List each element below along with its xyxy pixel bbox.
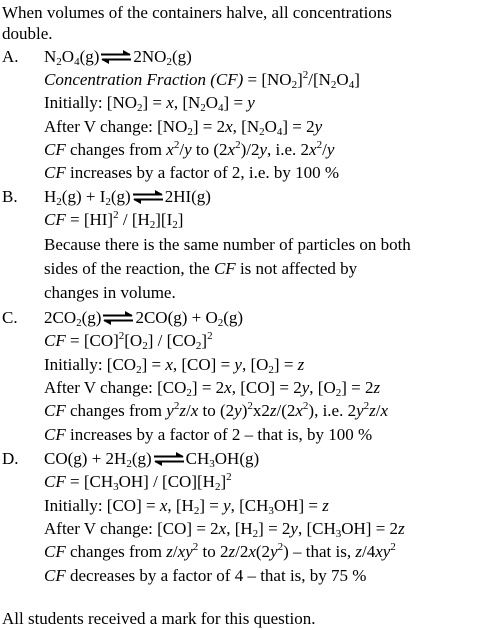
section-d-conclusion: CF decreases by a factor of 4 – that is, by 75 % xyxy=(44,566,367,585)
footer-note: All students received a mark for this question. xyxy=(2,609,316,628)
section-c-letter: C. xyxy=(2,308,18,327)
section-a-equation: $N_2O_4(g)$ $2NO_2(g)$ xyxy=(44,47,192,68)
section-d-cf-change: CF changes from $z/xy^2$ to $2z/2x(2y^2)$ – that is, $z/4xy^2$ xyxy=(44,541,396,561)
equilibrium-arrow-icon xyxy=(101,311,135,325)
section-d-equation: $CO(g) + 2H_2(g)$ $CH_3OH(g)$ xyxy=(44,449,260,470)
section-c-initial: Initially: $[CO_2] = x$, [CO] = y, $[O_2] = z$ xyxy=(44,355,305,376)
section-b-letter: B. xyxy=(2,187,18,206)
section-a-cf-definition: Concentration Fraction $(CF) = [NO_2]^2/[N_2O_4]$ xyxy=(44,69,360,91)
section-a-after: After V change: $[NO_2] = 2x$, $[N_2O_4] = 2y$ xyxy=(44,117,323,138)
section-a-initial: Initially: $[NO_2] = x$, $[N_2O_4] = y$ xyxy=(44,93,255,114)
intro-line-1: When volumes of the containers halve, all concentrations xyxy=(2,3,392,22)
section-d-letter: D. xyxy=(2,449,19,468)
section-d-after: After V change: [CO] = 2x, $[H_2] = 2y$, $[CH_3OH] = 2z$ xyxy=(44,519,405,540)
section-d-cf-definition: CF = $[CH_3OH] / [CO][H_2]^2$ xyxy=(44,471,232,493)
section-b-cf-definition: CF = $[HI]^2 / [H_2][I_2]$ xyxy=(44,209,184,231)
section-b-explanation-3: changes in volume. xyxy=(44,283,176,302)
equilibrium-arrow-icon xyxy=(99,50,133,64)
equilibrium-arrow-icon xyxy=(152,452,186,466)
section-c-after: After V change: $[CO_2] = 2x$, [CO] = 2y, $[O_2] = 2z$ xyxy=(44,378,381,399)
equilibrium-arrow-icon xyxy=(131,190,165,204)
section-b-explanation-2: sides of the reaction, the CF is not affected by xyxy=(44,259,358,278)
section-c-cf-change: CF changes from $y^2z/x$ to $(2y)^2x2z/(2x^2)$, i.e. $2y^2z/x$ xyxy=(44,400,389,420)
section-a-conclusion: CF increases by a factor of 2, i.e. by 100 % xyxy=(44,163,340,182)
section-c-equation: $2CO_2(g) 2CO(g) + O_2(g)$ xyxy=(44,308,244,329)
section-b-explanation-1: Because there is the same number of particles on both xyxy=(44,235,411,254)
section-d-initial: Initially: [CO] = x, $[H_2] = y$, $[CH_3OH] = z$ xyxy=(44,496,329,517)
section-c-conclusion: CF increases by a factor of 2 – that is, by 100 % xyxy=(44,425,373,444)
intro-line-2: double. xyxy=(2,24,53,43)
section-b-equation: $H_2(g) + I_2(g)$ 2HI(g) xyxy=(44,187,211,208)
section-a-cf-change: CF changes from $x^2/y$ to $(2x^2)/2y$, i.e. $2x^2/y$ xyxy=(44,139,335,159)
section-c-cf-definition: CF = $[CO]^2[O_2] / [CO_2]^2$ xyxy=(44,330,213,352)
section-a-letter: A. xyxy=(2,47,19,66)
